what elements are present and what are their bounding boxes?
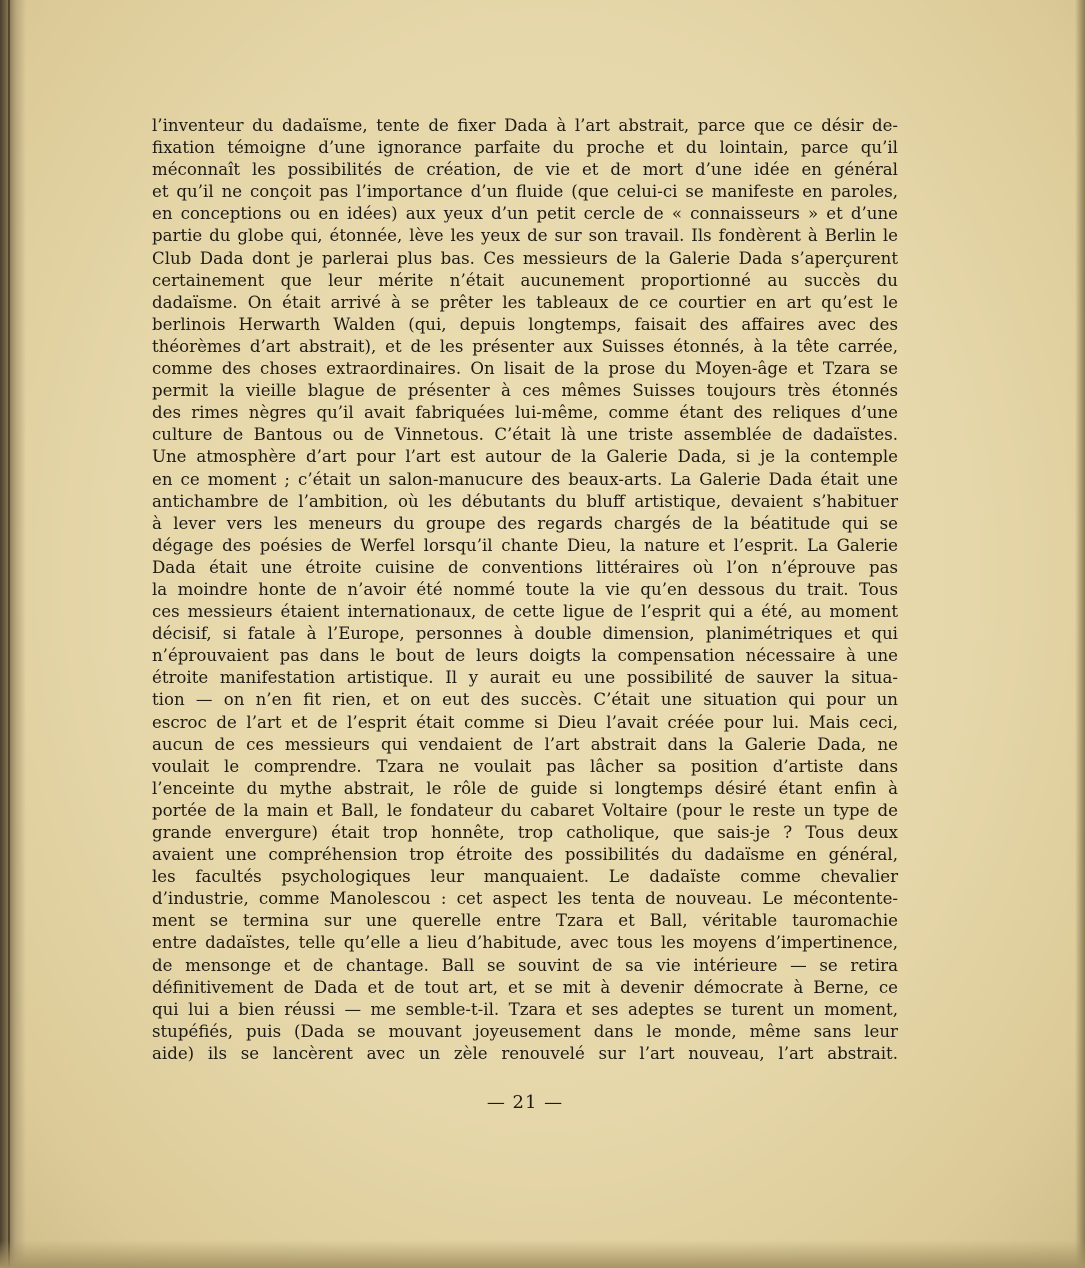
text-line: permit la vieille blague de présenter à ces mêmes Suisses toujours très étonnés: [152, 381, 898, 401]
text-line: décisif, si fatale à l’Europe, personnes à double dimension, planimétriques et qui: [152, 624, 898, 644]
page-number: — 21 —: [486, 1092, 564, 1113]
text-line: n’éprouvaient pas dans le bout de leurs doigts la compensation nécessaire à une: [152, 646, 898, 666]
page-right-edge: [1075, 0, 1085, 1268]
text-line: comme des choses extraordinaires. On lisait de la prose du Moyen-âge et Tzara se: [152, 359, 898, 379]
text-line: Une atmosphère d’art pour l’art est autour de la Galerie Dada, si je la contemple: [152, 447, 898, 467]
text-line: étroite manifestation artistique. Il y aurait eu une possibilité de sauver la situa-: [152, 668, 898, 688]
text-line: en ce moment ; c’était un salon-manucure des beaux-arts. La Galerie Dada était une: [152, 469, 898, 489]
text-line: entre dadaïstes, telle qu’elle a lieu d’habitude, avec tous les moyens d’impertinence,: [152, 933, 898, 953]
text-line: l’enceinte du mythe abstrait, le rôle de guide si longtemps désiré étant enfin à: [152, 778, 898, 798]
text-line: antichambre de l’ambition, où les débutants du bluff artistique, devaient s’habituer: [152, 491, 898, 511]
text-line: tion — on n’en fit rien, et on eut des succès. C’était une situation qui pour un: [152, 690, 898, 710]
text-line: méconnaît les possibilités de création, de vie et de mort d’une idée en général: [152, 160, 898, 180]
text-line: ces messieurs étaient internationaux, de cette ligue de l’esprit qui a été, au moment: [152, 602, 898, 622]
binding-shadow: [0, 0, 26, 1268]
text-line: stupéfiés, puis (Dada se mouvant joyeusement dans le monde, même sans leur: [152, 1021, 898, 1041]
text-line: aide) ils se lancèrent avec un zèle renouvelé sur l’art nouveau, l’art abstrait.: [152, 1043, 898, 1063]
text-line: d’industrie, comme Manolescou : cet aspect les tenta de nouveau. Le mécontente-: [152, 889, 898, 909]
text-line: la moindre honte de n’avoir été nommé toute la vie qu’en dessous du trait. Tous: [152, 579, 898, 599]
text-line: définitivement de Dada et de tout art, et se mit à devenir démocrate à Berne, ce: [152, 977, 898, 997]
text-line: Club Dada dont je parlerai plus bas. Ces messieurs de la Galerie Dada s’aperçurent: [152, 248, 898, 268]
text-line: à lever vers les meneurs du groupe des regards chargés de la béatitude qui se: [152, 513, 898, 533]
text-line: portée de la main et Ball, le fondateur du cabaret Voltaire (pour le reste un type de: [152, 800, 898, 820]
text-line: en conceptions ou en idées) aux yeux d’un petit cercle de « connaisseurs » et d’une: [152, 204, 898, 224]
text-line: ment se termina sur une querelle entre Tzara et Ball, véritable tauromachie: [152, 911, 898, 931]
text-line: Dada était une étroite cuisine de conventions littéraires où l’on n’éprouve pas: [152, 557, 898, 577]
text-line: dégage des poésies de Werfel lorsqu’il chante Dieu, la nature et l’esprit. La Galerie: [152, 535, 898, 555]
text-line: de mensonge et de chantage. Ball se souvint de sa vie intérieure — se retira: [152, 955, 898, 975]
text-line: berlinois Herwarth Walden (qui, depuis longtemps, faisait des affaires avec des: [152, 314, 898, 334]
text-line: qui lui a bien réussi — me semble-t-il. Tzara et ses adeptes se turent un moment,: [152, 999, 898, 1019]
text-line: grande envergure) était trop honnête, trop catholique, que sais-je ? Tous deux: [152, 823, 898, 842]
page-bottom-edge: [0, 1240, 1085, 1268]
text-line: fixation témoigne d’une ignorance parfaite du proche et du lointain, parce qu’il: [152, 138, 898, 158]
text-line: certainement que leur mérite n’était aucunement proportionné au succès du: [152, 270, 898, 290]
text-line: escroc de l’art et de l’esprit était comme si Dieu l’avait créée pour lui. Mais ceci,: [152, 712, 898, 732]
text-line: avaient une compréhension trop étroite des possibilités du dadaïsme en général,: [152, 845, 898, 865]
text-line: partie du globe qui, étonnée, lève les yeux de sur son travail. Ils fondèrent à Berlin le: [152, 226, 898, 246]
text-line: dadaïsme. On était arrivé à se prêter les tableaux de ce courtier en art qu’est le: [152, 292, 898, 312]
body-text: [152, 115, 898, 1065]
text-line: des rimes nègres qu’il avait fabriquées lui-même, comme étant des reliques d’une: [152, 403, 898, 423]
text-line: culture de Bantous ou de Vinnetous. C’était là une triste assemblée de dadaïstes.: [152, 425, 898, 445]
text-line: l’inventeur du dadaïsme, tente de fixer Dada à l’art abstrait, parce que ce désir de-: [152, 116, 898, 135]
text-line: théorèmes d’art abstrait), et de les présenter aux Suisses étonnés, à la tête carrée,: [152, 336, 898, 356]
binding-line: [8, 0, 10, 1268]
text-line: et qu’il ne conçoit pas l’importance d’un fluide (que celui-ci se manifeste en paroles,: [152, 182, 898, 202]
text-line: aucun de ces messieurs qui vendaient de l’art abstrait dans la Galerie Dada, ne: [152, 734, 898, 754]
text-line: voulait le comprendre. Tzara ne voulait pas lâcher sa position d’artiste dans: [152, 756, 898, 776]
text-line: les facultés psychologiques leur manquaient. Le dadaïste comme chevalier: [152, 867, 898, 887]
